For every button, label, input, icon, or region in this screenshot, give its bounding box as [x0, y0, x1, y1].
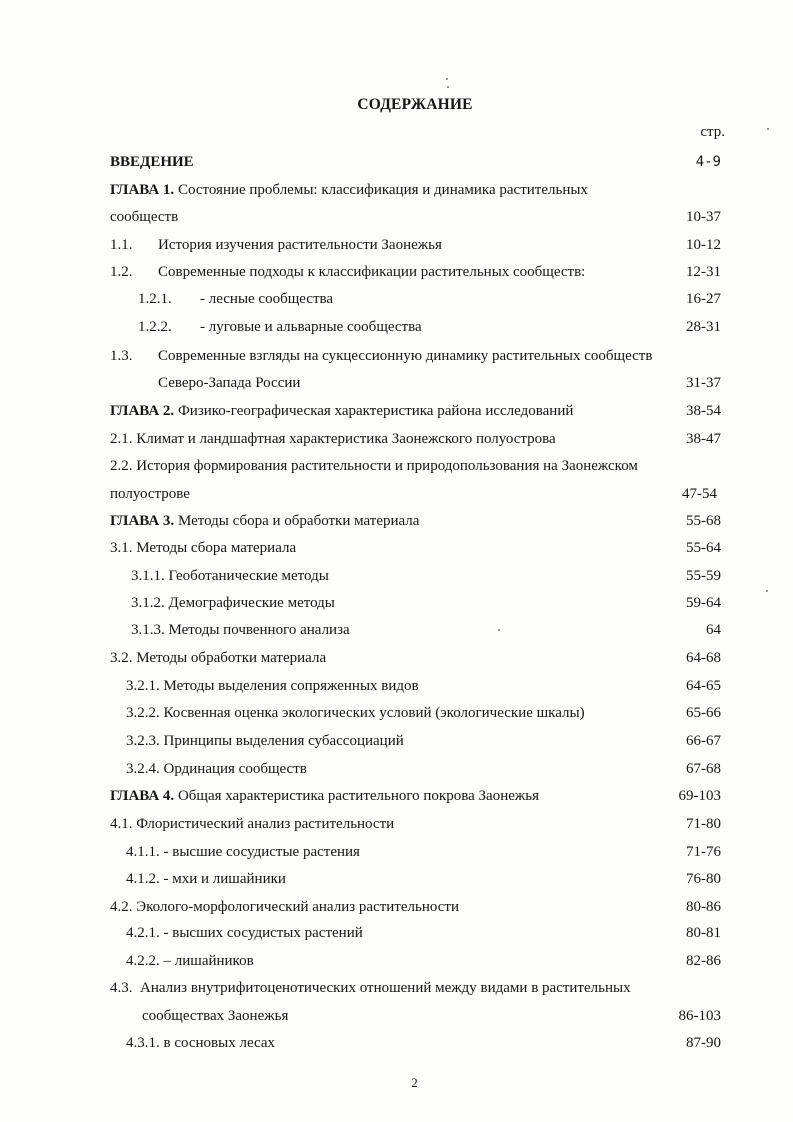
s4-3-title-cont: сообществах Заонежья — [142, 1008, 289, 1024]
toc-entry-4-2-1 — [0, 922, 793, 944]
s1-3-title-cont: Северо-Запада России — [158, 375, 301, 391]
toc-entry-3-1 — [0, 537, 793, 559]
toc-entry-ch1-cont — [0, 206, 793, 228]
page-number: 2 — [411, 1075, 418, 1090]
s1-2-num: 1.2. — [110, 264, 133, 280]
s4-1-title: 4.1. Флористический анализ растительности — [110, 816, 395, 832]
ch3-title: Методы сбора и обработки материала — [177, 513, 420, 529]
toc-entry-1-3 — [0, 345, 793, 367]
scan-speck — [767, 128, 769, 130]
toc-entry-1-3-cont — [0, 372, 793, 394]
s4-2-2-title: 4.2.2. – лишайников — [126, 953, 254, 969]
s3-2-4-pages: 67-68 — [686, 761, 721, 777]
s3-2-3-pages: 66-67 — [686, 733, 721, 749]
ch1-title: Состояние проблемы: классификация и динамика растительных — [177, 182, 588, 198]
s2-2-title-cont: полуострове — [110, 486, 190, 502]
toc-entry-3-2-2 — [0, 702, 793, 724]
s4-3-pages: 86-103 — [678, 1008, 721, 1024]
s3-1-title: 3.1. Методы сбора материала — [110, 540, 297, 556]
s3-2-pages: 64-68 — [686, 650, 721, 666]
toc-entry-3-1-1 — [0, 565, 793, 587]
toc-entry-3-2-3 — [0, 730, 793, 752]
s4-2-title: 4.2. Эколого-морфологический анализ растительности — [110, 899, 459, 915]
s1-2-pages: 12-31 — [686, 264, 721, 280]
s1-2-title: Современные подходы к классификации растительных сообществ: — [158, 264, 586, 280]
s3-1-3-title: 3.1.3. Методы почвенного анализа — [131, 622, 350, 638]
s2-2-title: 2.2. История формирования растительности и природопользования на Заонежском — [110, 458, 638, 474]
toc-entry-4-3-cont — [0, 1005, 793, 1027]
scan-speck — [446, 78, 448, 80]
s1-1-num: 1.1. — [110, 237, 133, 253]
s4-1-2-title: 4.1.2. - мхи и лишайники — [126, 871, 286, 887]
s2-2-pages: 47-54 — [682, 486, 717, 502]
ch2-pages: 38-54 — [686, 403, 721, 419]
toc-entry-ch4 — [0, 785, 793, 807]
toc-entry-1-2-2 — [0, 316, 793, 338]
toc-entry-1-2 — [0, 261, 793, 283]
s1-3-pages: 31-37 — [686, 375, 721, 391]
s1-2-2-num: 1.2.2. — [138, 319, 172, 335]
toc-entry-ch3 — [0, 510, 793, 532]
ch2-head: ГЛАВА 2. — [110, 403, 175, 419]
s4-1-1-title: 4.1.1. - высшие сосудистые растения — [126, 844, 360, 860]
s1-1-title: История изучения растительности Заонежья — [158, 237, 442, 253]
s3-2-1-pages: 64-65 — [686, 678, 721, 694]
page-column-header: стр. — [700, 124, 725, 140]
s3-2-2-pages: 65-66 — [686, 705, 721, 721]
s4-2-pages: 80-86 — [686, 899, 721, 915]
toc-entry-4-3-1 — [0, 1032, 793, 1054]
ch2-title: Физико-географическая характеристика района исследований — [177, 403, 574, 419]
s3-1-1-pages: 55-59 — [686, 568, 721, 584]
s1-2-1-num: 1.2.1. — [138, 291, 172, 307]
s3-2-4-title: 3.2.4. Ординация сообществ — [126, 761, 307, 777]
s1-2-1-pages: 16-27 — [686, 291, 721, 307]
s3-2-2-title: 3.2.2. Косвенная оценка экологических условий (экологические шкалы) — [126, 705, 585, 721]
ch1-pages: 10-37 — [686, 209, 721, 225]
s4-2-1-pages: 80-81 — [686, 925, 721, 941]
s1-1-pages: 10-12 — [686, 237, 721, 253]
s4-1-1-pages: 71-76 — [686, 844, 721, 860]
s3-2-1-title: 3.2.1. Методы выделения сопряженных видов — [126, 678, 419, 694]
toc-entry-4-1-2 — [0, 868, 793, 890]
s4-3-title: 4.3. Анализ внутрифитоценотических отношений между видами в растительных — [110, 980, 631, 996]
s1-2-2-pages: 28-31 — [686, 319, 721, 335]
toc-entry-2-1 — [0, 428, 793, 450]
toc-entry-ch2 — [0, 400, 793, 422]
toc-entry-4-3 — [0, 977, 793, 999]
s3-1-1-title: 3.1.1. Геоботанические методы — [131, 568, 329, 584]
scan-speck — [766, 590, 768, 592]
s3-2-title: 3.2. Методы обработки материала — [110, 650, 327, 666]
s4-1-pages: 71-80 — [686, 816, 721, 832]
toc-entry-4-1 — [0, 813, 793, 835]
toc-entry-3-2-4 — [0, 758, 793, 780]
s2-1-pages: 38-47 — [686, 431, 721, 447]
ch1-head: ГЛАВА 1. — [110, 182, 175, 198]
toc-entry-2-2 — [0, 455, 793, 477]
ch4-head: ГЛАВА 4. — [110, 788, 175, 804]
toc-entry-4-2-2 — [0, 950, 793, 972]
s4-3-1-pages: 87-90 — [686, 1035, 721, 1051]
s4-2-1-title: 4.2.1. - высших сосудистых растений — [126, 925, 363, 941]
toc-title: СОДЕРЖАНИЕ — [357, 96, 473, 113]
toc-entry-1-2-1 — [0, 288, 793, 310]
scan-speck — [447, 86, 449, 88]
s3-1-2-title: 3.1.2. Демографические методы — [131, 595, 335, 611]
s2-1-title: 2.1. Климат и ландшафтная характеристика Заонежского полуострова — [110, 431, 556, 447]
s1-3-num: 1.3. — [110, 348, 133, 364]
s3-1-pages: 55-64 — [686, 540, 721, 556]
toc-entry-4-2 — [0, 896, 793, 918]
s4-1-2-pages: 76-80 — [686, 871, 721, 887]
toc-entry-3-1-3 — [0, 619, 793, 641]
toc-entry-3-2-1 — [0, 675, 793, 697]
scan-speck — [498, 629, 500, 631]
s1-3-title: Современные взгляды на сукцессионную динамику растительных сообществ — [158, 348, 653, 364]
s1-2-1-title: - лесные сообщества — [200, 291, 334, 307]
toc-entry-2-2-cont — [0, 483, 793, 505]
ch3-head: ГЛАВА 3. — [110, 513, 175, 529]
toc-entry-3-1-2 — [0, 592, 793, 614]
s3-2-3-title: 3.2.3. Принципы выделения субассоциаций — [126, 733, 404, 749]
s1-2-2-title: - луговые и альварные сообщества — [200, 319, 422, 335]
ch4-title: Общая характеристика растительного покрова Заонежья — [177, 788, 539, 804]
intro-label: ВВЕДЕНИЕ — [110, 154, 194, 170]
s4-3-1-title: 4.3.1. в сосновых лесах — [126, 1035, 275, 1051]
ch1-title-cont: сообществ — [110, 209, 179, 225]
s3-1-3-pages: 64 — [706, 622, 721, 638]
s3-1-2-pages: 59-64 — [686, 595, 721, 611]
toc-entry-intro — [0, 151, 793, 173]
toc-entry-3-2 — [0, 647, 793, 669]
toc-entry-4-1-1 — [0, 841, 793, 863]
toc-entry-1-1 — [0, 234, 793, 256]
ch4-pages: 69-103 — [678, 788, 721, 804]
toc-entry-ch1 — [0, 179, 793, 201]
intro-pages: 4-9 — [695, 154, 721, 170]
s4-2-2-pages: 82-86 — [686, 953, 721, 969]
ch3-pages: 55-68 — [686, 513, 721, 529]
